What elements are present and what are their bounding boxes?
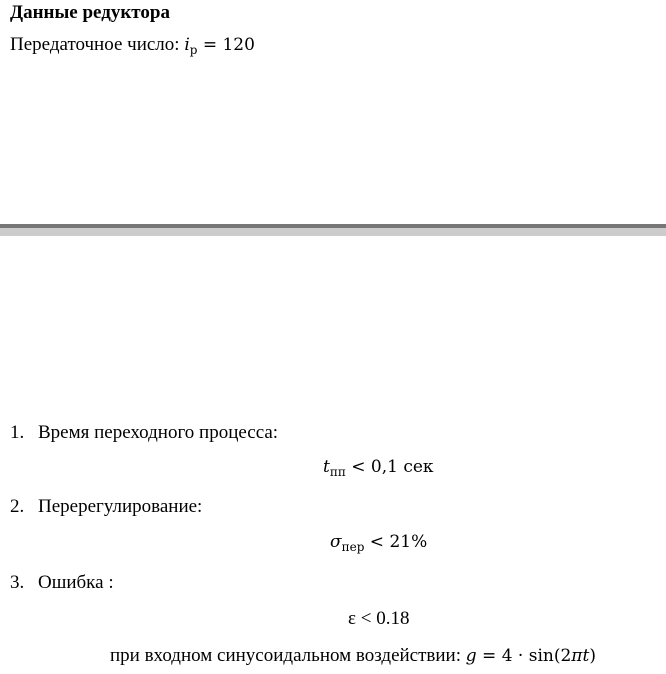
input-condition-label: при входном синусоидальном воздействии: xyxy=(110,645,466,666)
formula-subscript: пп xyxy=(329,465,346,479)
overshoot-formula xyxy=(330,532,427,552)
gear-ratio-label: Передаточное число: xyxy=(10,34,185,55)
input-symbol: g xyxy=(465,646,477,666)
requirement-label: Время переходного процесса: xyxy=(38,422,279,443)
requirement-item-1 xyxy=(10,422,278,444)
requirement-number: 1. xyxy=(10,422,25,443)
requirement-label: Ошибка : xyxy=(38,572,114,593)
formula-symbol: t xyxy=(323,457,330,477)
input-condition-line xyxy=(110,645,596,667)
gear-ratio-subscript: р xyxy=(189,43,198,57)
requirement-item-3 xyxy=(10,572,114,594)
transient-time-formula xyxy=(323,457,434,477)
gear-ratio-formula xyxy=(184,35,255,55)
requirement-number: 2. xyxy=(10,496,25,517)
input-formula xyxy=(466,646,596,666)
page-divider-light xyxy=(0,228,666,236)
error-formula: ε < 0.18 xyxy=(348,608,410,629)
gear-ratio-relation: = 120 xyxy=(197,35,255,55)
formula-relation: < 0,1 сек xyxy=(345,457,434,477)
input-expression-end: ) xyxy=(589,646,596,666)
section-heading: Данные редуктора xyxy=(10,2,170,23)
formula-symbol: σ xyxy=(330,532,342,552)
pi-symbol: π xyxy=(571,646,583,666)
requirement-item-2 xyxy=(10,496,202,518)
gear-ratio-symbol: i xyxy=(184,35,190,55)
input-expression-start: = 4 · sin(2 xyxy=(476,646,572,666)
time-symbol: t xyxy=(582,646,590,666)
formula-subscript: пер xyxy=(341,540,365,554)
requirement-number: 3. xyxy=(10,572,25,593)
gear-ratio-line xyxy=(10,34,255,56)
formula-relation: < 21% xyxy=(364,532,428,552)
requirement-label: Перерегулирование: xyxy=(38,496,203,517)
